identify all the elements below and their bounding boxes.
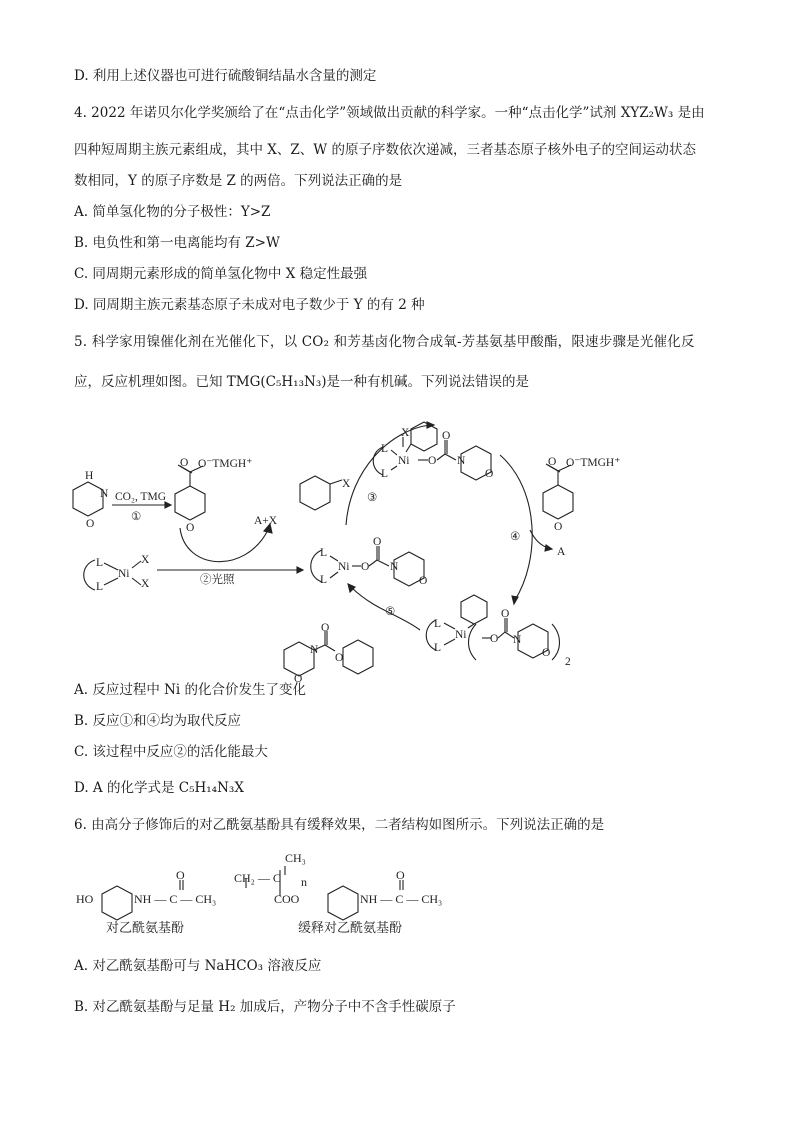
q6-option-a: A. 对乙酰氨基酚可与 NaHCO₃ 溶液反应	[74, 958, 322, 974]
ni-dihalide-complex	[84, 560, 141, 590]
q4-formula: XYZ₂W₃	[620, 105, 674, 121]
acetaminophen-name: 对乙酰氨基酚	[106, 920, 185, 935]
q5-option-a: A. 反应过程中 Ni 的化合价发生了变化	[74, 682, 307, 698]
step4-label: ④	[510, 531, 521, 543]
ni-carbamate-o: O	[361, 561, 370, 573]
ligand-l-8: L	[434, 642, 442, 654]
q5-option-b: B. 反应①和④均为取代反应	[74, 713, 242, 729]
q4-option-c: C. 同周期元素形成的简单氢化物中 X 稳定性最强	[74, 266, 368, 282]
atom-n-label: N	[100, 488, 109, 500]
q5-stem-part1: 5. 科学家用镍催化剂在光催化下，以	[74, 334, 302, 350]
bis-n-label: N	[513, 634, 522, 646]
aryl-halide-structure	[300, 476, 342, 510]
q5-co2: CO₂	[301, 334, 330, 350]
carbamate-ring-o-label: O	[186, 522, 195, 534]
polymer-acetaminophen-name: 缓释对乙酰氨基酚	[298, 920, 403, 935]
ester-coo-label: COO	[274, 892, 300, 906]
oa-ring-o-label: O	[485, 468, 494, 480]
tmgh-label-1: O⁻TMGH⁺	[198, 458, 253, 470]
ni-carbamate-n: N	[390, 561, 399, 573]
carbamate-salt-structure	[543, 464, 573, 519]
step3-label: ③	[367, 492, 378, 504]
ligand-l-1: L	[96, 557, 104, 569]
product-co-label: O	[321, 622, 330, 634]
amide-o-label-1: O	[176, 868, 185, 882]
q5-option-c: C. 该过程中反应②的活化能最大	[74, 744, 268, 760]
ligand-l-3: L	[320, 547, 328, 559]
amide-label-2: NH — C — CH₃	[360, 892, 443, 906]
step4-curve-arrow	[500, 455, 532, 600]
bis-co-label: O	[501, 608, 510, 620]
salt-ring-o-label: O	[554, 521, 563, 533]
backbone-chain-label: CH₂ — C	[234, 871, 281, 885]
q4-option-b: B. 电负性和第一电离能均有 Z>W	[74, 235, 280, 251]
ni-label-3: Ni	[398, 455, 410, 467]
morpholine-structure	[73, 482, 103, 516]
bis-o-label: O	[490, 633, 499, 645]
carbamate-anion-structure	[175, 465, 205, 520]
salt-o-label: O	[548, 456, 557, 468]
aryl-x-label: X	[342, 478, 351, 490]
oa-co-label: O	[442, 430, 451, 442]
carbamate-o-label: O	[180, 457, 189, 469]
q6-stem: 6. 由高分子修饰后的对乙酰氨基酚具有缓释效果，二者结构如图所示。下列说法正确的是	[74, 817, 605, 833]
q3-option-d: D. 利用上述仪器也可进行硫酸铜结晶水含量的测定	[74, 68, 377, 84]
ligand-l-4: L	[320, 574, 328, 586]
ligand-l-5: L	[381, 443, 389, 455]
aryl-carbamate-product	[284, 631, 373, 676]
oa-x-label: X	[401, 427, 410, 439]
halide-x-1: X	[141, 554, 150, 566]
q5-tmg-formula: C₅H₁₃N₃	[265, 374, 322, 390]
q5-stem-part3: 应，反应机理如图。已知 TMG(	[74, 374, 266, 390]
atom-h-label: H	[85, 470, 94, 482]
q4-stem-part1: 4. 2022 年诺贝尔化学奖颁给了在“点击化学”领域做出贡献的科学家。一种“点击化学”试剂	[74, 105, 621, 121]
methyl-label: CH₃	[285, 851, 306, 865]
ni-label-1: Ni	[118, 568, 130, 580]
product-n-label: N	[310, 644, 319, 656]
q6-option-b: B. 对乙酰氨基酚与足量 H₂ 加成后，产物分子中不含手性碳原子	[74, 999, 456, 1015]
oa-n-label: N	[457, 455, 466, 467]
amide-label-1: NH — C — CH₃	[134, 892, 217, 906]
atom-o-label: O	[86, 518, 95, 530]
product-o-label: O	[335, 652, 344, 664]
q5-option-d: D. A 的化学式是 C₅H₁₄N₃X	[74, 780, 244, 796]
bis-ring-o-label: O	[542, 647, 551, 659]
step5-label: ⑤	[385, 606, 396, 618]
byproduct-ax-label: A+X	[254, 515, 278, 527]
q5-stem-part2: 和芳基卤化物合成氧-芳基氨基甲酸酯，限速步骤是光催化反	[329, 334, 695, 350]
tmgh-label-2: O⁻TMGH⁺	[566, 457, 621, 469]
ni-label-2: Ni	[338, 561, 350, 573]
q4-stem-line3: 数相同，Y 的原子序数是 Z 的两倍。下列说法正确的是	[74, 173, 403, 189]
q4-stem-part2: 是由	[673, 105, 705, 121]
ni-label-4: Ni	[455, 629, 467, 641]
ho-label: HO	[76, 892, 94, 906]
q4-option-d: D. 同周期主族元素基态原子未成对电子数少于 Y 的有 2 种	[74, 297, 425, 313]
repeat-n-label: n	[301, 875, 307, 889]
q4-option-a: A. 简单氢化物的分子极性：Y>Z	[74, 204, 271, 220]
ni-carbamate-co: O	[373, 536, 382, 548]
ligand-l-6: L	[381, 468, 389, 480]
product-ring-o-label: O	[294, 673, 303, 685]
oa-o-label: O	[428, 455, 437, 467]
ligand-l-2: L	[96, 581, 104, 593]
ni-carbamate-ring-o: O	[419, 575, 428, 587]
product-a-label: A	[557, 546, 566, 558]
ni-aryl-bis-carbamate-complex	[426, 595, 559, 660]
step1-reagents-label: CO₂, TMG	[115, 491, 167, 503]
halide-x-2: X	[141, 578, 150, 590]
amide-o-label-2: O	[396, 868, 405, 882]
step1-label: ①	[131, 511, 142, 523]
ni-aryl-halide-complex	[373, 422, 494, 480]
ligand-l-7: L	[434, 618, 442, 630]
step2-label: ②光照	[200, 574, 235, 586]
q5-stem-part4: )是一种有机碱。下列说法错误的是	[321, 374, 530, 390]
q4-stem-line2: 四种短周期主族元素组成，其中 X、Z、W 的原子序数依次递减，三者基态原子核外电子的空间运动状态	[74, 142, 696, 158]
dimer-subscript: 2	[565, 656, 571, 668]
